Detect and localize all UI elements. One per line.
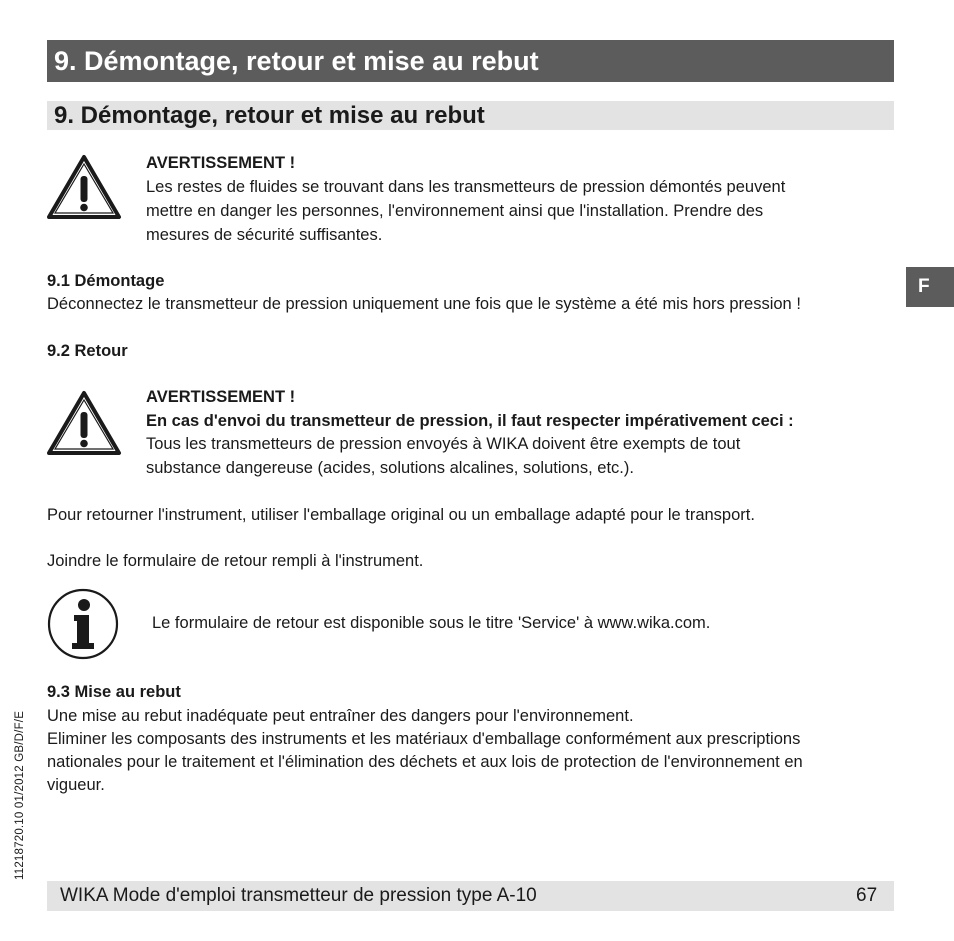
s93-line-1: Une mise au rebut inadéquate peut entraîner des dangers pour l'environnement.: [47, 707, 634, 725]
s92-heading: 9.2 Retour: [47, 342, 128, 360]
info-text: Le formulaire de retour est disponible sous le titre 'Service' à www.wika.com.: [152, 614, 711, 632]
s91-text: Déconnectez le transmetteur de pression uniquement une fois que le système a été mis hors pression !: [47, 295, 801, 313]
warning1-line-3: mesures de sécurité suffisantes.: [146, 226, 383, 244]
s93-line-3: nationales pour le traitement et l'élimination des déchets et aux lois de protection de l'environnement en: [47, 753, 803, 771]
s92-paragraph-1: Pour retourner l'instrument, utiliser l'emballage original ou un emballage adapté pour le transport.: [47, 506, 755, 524]
page-number: 67: [856, 885, 878, 906]
warning2-line-1: Tous les transmetteurs de pression envoyés à WIKA doivent être exempts de tout: [146, 435, 741, 453]
warning2-line-2: substance dangereuse (acides, solutions alcalines, solutions, etc.).: [146, 459, 634, 477]
info-icon: [47, 588, 119, 660]
s91-heading: 9.1 Démontage: [47, 272, 165, 290]
s93-heading: 9.3 Mise au rebut: [47, 683, 181, 701]
warning1-heading: AVERTISSEMENT !: [146, 154, 296, 172]
s93-line-4: vigueur.: [47, 776, 105, 794]
section-title: 9. Démontage, retour et mise au rebut: [54, 102, 485, 129]
warning-triangle-icon: [46, 390, 122, 456]
document-code: 11218720.10 01/2012 GB/D/F/E: [14, 710, 26, 880]
language-tab: F: [906, 267, 954, 307]
warning2-bold-line: En cas d'envoi du transmetteur de pression, il faut respecter impérativement ceci :: [146, 412, 794, 430]
warning2-heading: AVERTISSEMENT !: [146, 388, 296, 406]
warning1-line-1: Les restes de fluides se trouvant dans les transmetteurs de pression démontés peuvent: [146, 178, 786, 196]
s92-paragraph-2: Joindre le formulaire de retour rempli à l'instrument.: [47, 552, 424, 570]
chapter-title: 9. Démontage, retour et mise au rebut: [54, 46, 539, 76]
warning1-line-2: mettre en danger les personnes, l'environnement ainsi que l'installation. Prendre des: [146, 202, 764, 220]
footer-title: WIKA Mode d'emploi transmetteur de pression type A-10: [60, 885, 537, 906]
warning-triangle-icon: [46, 154, 122, 220]
s93-line-2: Eliminer les composants des instruments et les matériaux d'emballage conformément aux prescriptions: [47, 730, 801, 748]
